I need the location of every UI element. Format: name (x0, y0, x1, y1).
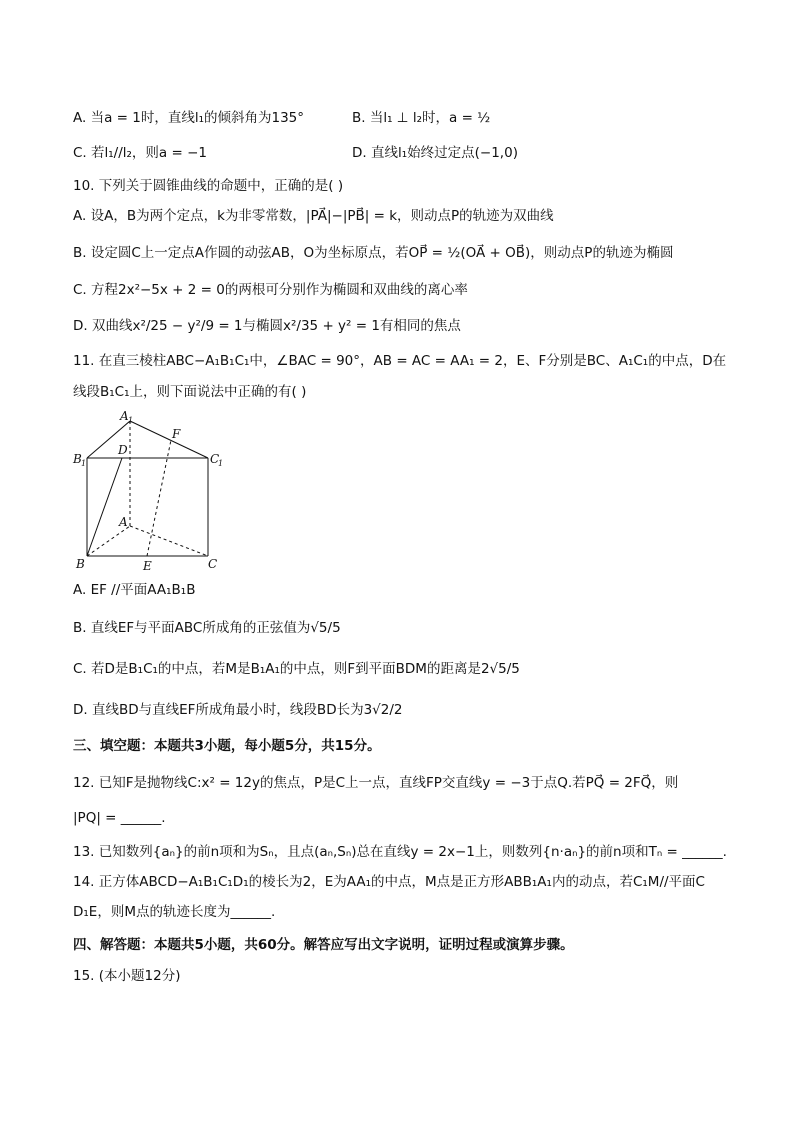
q12-line1: 12. 已知F是抛物线C:x² = 12y的焦点，P是C上一点，直线FP交直线y = −3于点Q.若PQ⃗ = 2FQ⃗，则 (73, 775, 679, 791)
edge-a1-c1 (130, 421, 208, 458)
label-a1: A (120, 409, 129, 423)
q14-line2: D₁E，则M点的轨迹长度为______. (73, 904, 276, 920)
label-b: B (76, 557, 85, 571)
q11-stem-line2: 线段B₁C₁上，则下面说法中正确的有( ) (73, 384, 307, 400)
q11-option-a: A. EF //平面AA₁B₁B (73, 582, 196, 598)
label-a: A (119, 515, 128, 529)
edge-b-a (87, 526, 130, 556)
section-4-heading: 四、解答题：本题共5小题，共60分。解答应写出文字说明，证明过程或演算步骤。 (73, 937, 574, 953)
q10-option-b: B. 设定圆C上一定点A作圆的动弦AB，O为坐标原点，若OP⃗ = ½(OA⃗ + OB⃗)，则动点P的轨迹为椭圆 (73, 245, 674, 261)
label-a1-sub: 1 (128, 416, 134, 425)
q11-option-b: B. 直线EF与平面ABC所成角的正弦值为√5/5 (73, 620, 341, 636)
label-c: C (208, 557, 218, 571)
q10-option-a: A. 设A，B为两个定点，k为非零常数，|PA⃗|−|PB⃗| = k，则动点P的轨迹为双曲线 (73, 208, 554, 224)
q10-stem: 10. 下列关于圆锥曲线的命题中，正确的是( ) (73, 178, 344, 194)
q13-text: 13. 已知数列{aₙ}的前n项和为Sₙ，且点(aₙ,Sₙ)总在直线y = 2x−1上，则数列{n·aₙ}的前n项和Tₙ = ______. (73, 844, 727, 860)
q11-stem-line1: 11. 在直三棱柱ABC−A₁B₁C₁中，∠BAC = 90°，AB = AC = AA₁ = 2，E、F分别是BC、A₁C₁的中点，D在 (73, 353, 727, 369)
q11-option-d: D. 直线BD与直线EF所成角最小时，线段BD长为3√2/2 (73, 702, 403, 718)
prism-figure (70, 408, 230, 573)
label-b1: B (73, 452, 82, 466)
q9-option-b: B. 当l₁ ⊥ l₂时，a = ½ (352, 110, 491, 126)
q11-option-c: C. 若D是B₁C₁的中点，若M是B₁A₁的中点，则F到平面BDM的距离是2√5/5 (73, 661, 520, 677)
q9-option-c: C. 若l₁//l₂，则a = −1 (73, 145, 207, 161)
segment-b-d (87, 458, 122, 556)
label-d: D (118, 443, 128, 457)
q14-line1: 14. 正方体ABCD−A₁B₁C₁D₁的棱长为2，E为AA₁的中点，M点是正方形ABB₁A₁内的动点，若C₁M//平面C (73, 874, 705, 890)
label-e: E (143, 559, 152, 573)
q10-option-c: C. 方程2x²−5x + 2 = 0的两根可分别作为椭圆和双曲线的离心率 (73, 282, 468, 298)
section-3-heading: 三、填空题：本题共3小题，每小题5分，共15分。 (73, 738, 381, 754)
q9-option-d: D. 直线l₁始终过定点(−1,0) (352, 145, 518, 161)
label-f: F (172, 427, 181, 441)
q9-option-a: A. 当a = 1时，直线l₁的倾斜角为135° (73, 110, 305, 126)
q15-heading: 15. (本小题12分) (73, 968, 181, 984)
label-c1: C (210, 452, 220, 466)
segment-e-f (147, 440, 171, 556)
label-c1-sub: 1 (218, 459, 224, 468)
edge-a-c (130, 526, 208, 556)
q12-line2: |PQ| = ______. (73, 810, 166, 826)
label-b1-sub: 1 (81, 459, 87, 468)
q10-option-d: D. 双曲线x²/25 − y²/9 = 1与椭圆x²/35 + y² = 1有相同的焦点 (73, 318, 461, 334)
